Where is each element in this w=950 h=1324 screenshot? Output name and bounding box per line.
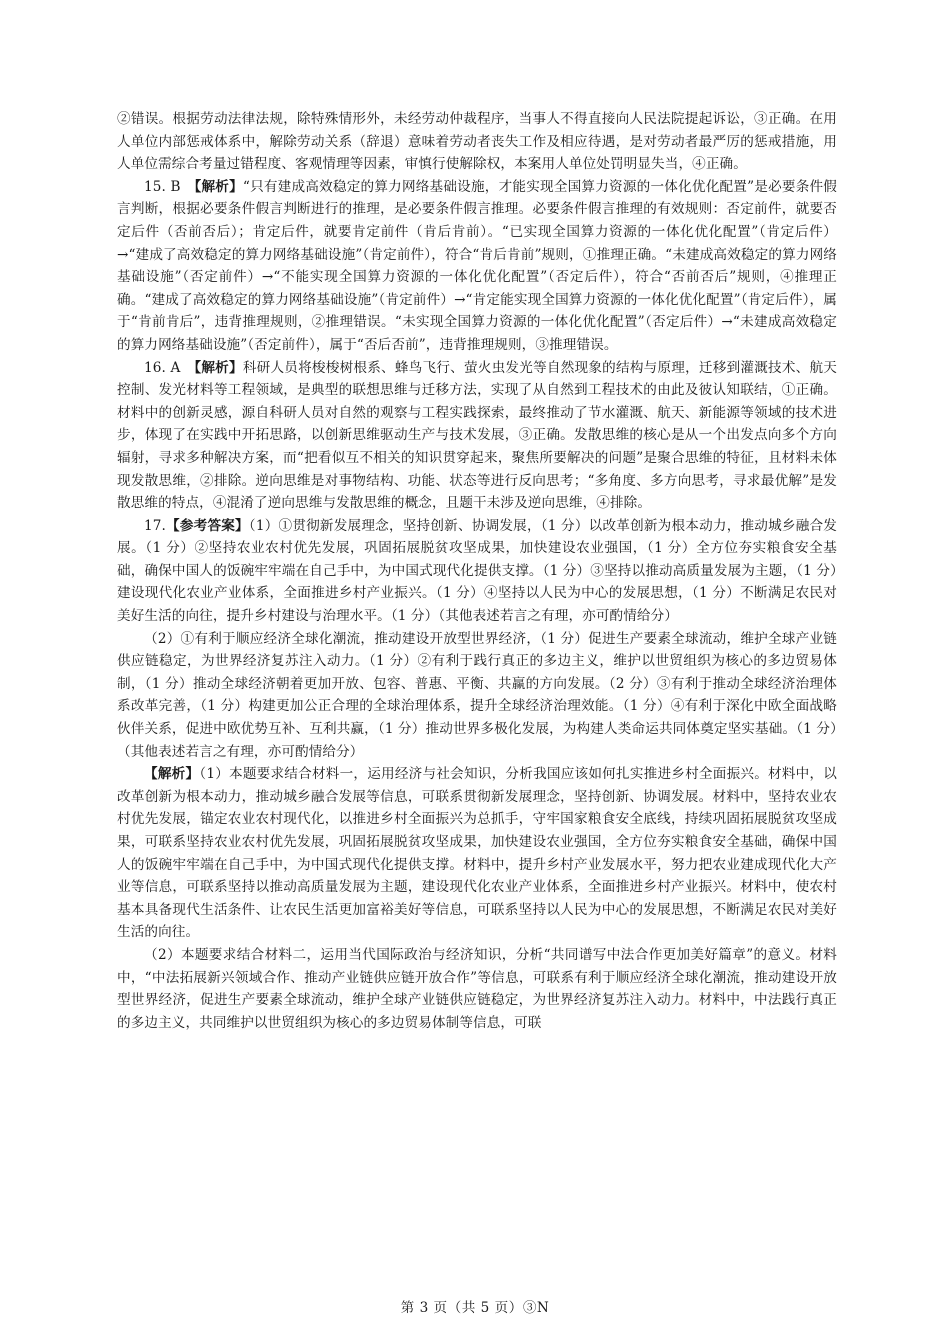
- paragraph-text: （1）本题要求结合材料一，运用经济与社会知识，分析我国应该如何扎实推进乡村全面振兴。材料中，以改革创新为根本动力，推动城乡融合发展等信息，可联系贯彻新发展理念，坚持创新、协调发展。材料中，坚持农业农村优先发展，锚定农业农村现代化，以推进乡村全面振兴为总抓手，守牢国家粮食安全底线，持续巩固拓展脱贫攻坚成果，可联系坚持农业农村优先发展，巩固拓展脱贫攻坚成果，加快建设农业强国，全方位夯实粮食安全基础，确保中国人的饭碗牢牢端在自己手中，为中国式现代化提供支撑。材料中，提升乡村产业发展水平，努力把农业建成现代化大产业等信息，可联系坚持以推动高质量发展为主题，建设现代化农业产业体系，全面推进乡村产业振兴。材料中，使农村基本具备现代生活条件、让农民生活更加富裕美好等信息，可联系坚持以人民为中心的发展思想，不断满足农民对美好生活的向往。: [117, 766, 838, 941]
- analysis-tag: 【解析】: [144, 766, 200, 783]
- paragraph-q17-answer-1: [117, 515, 837, 628]
- paragraph-text: ②错误。根据劳动法律法规，除特殊情形外，未经劳动仲裁程序，当事人不得直接向人民法院提起诉讼，③正确。在用人单位内部惩戒体系中，解除劳动关系（辞退）意味着劳动者丧失工作及相应待遇，是对劳动者最严厉的惩戒措施，用人单位需综合考量过错程度、客观情理等因素，审慎行使解除权，本案用人单位处罚明显失当，④正确。: [117, 111, 837, 173]
- paragraph-text: “只有建成高效稳定的算力网络基础设施，才能实现全国算力资源的一体化优化配置”是必要条件假言判断，根据必要条件假言判断进行的推理，是必要条件假言推理。必要条件假言推理的有效规则：否定前件，就要否定后件（否前否后）；肯定后件，就要肯定前件（肯后肯前）。“已实现全国算力资源的一体化优化配置”（肯定后件）→“建成了高效稳定的算力网络基础设施”（肯定前件），符合“肯后肯前”规则，①推理正确。“未建成高效稳定的算力网络基础设施”（否定前件）→“不能实现全国算力资源的一体化优化配置”（否定后件），符合“否前否后”规则，④推理正确。“建成了高效稳定的算力网络基础设施”（肯定前件）→“肯定能实现全国算力资源的一体化优化配置”（肯定后件），属于“肯前肯后”，违背推理规则，②推理错误。“未实现全国算力资源的一体化优化配置”（否定后件）→“未建成高效稳定的算力网络基础设施”（否定前件），属于“否后否前”，违背推理规则，③推理错误。: [117, 178, 838, 353]
- paragraph-q16: [117, 357, 837, 515]
- paragraph-text: （1）①贯彻新发展理念，坚持创新、协调发展，（1 分）以改革创新为根本动力，推动城乡融合发展。（1 分）②坚持农业农村优先发展，巩固拓展脱贫攻坚成果，加快建设农业强国，（1 分）全方位夯实粮食安全基础，确保中国人的饭碗牢牢端在自己手中，为中国式现代化提供支撑。（1 分）③坚持以推动高质量发展为主题，（1 分）建设现代化农业产业体系，全面推进乡村产业振兴。（1 分）④坚持以人民为中心的发展思想，（1 分）不断满足农民对美好生活的向往，提升乡村建设与治理水平。（1 分）（其他表述若言之有理，亦可酌情给分）: [117, 517, 838, 625]
- paragraph-q17-analysis-2: [117, 944, 837, 1034]
- paragraph-text: （2）①有利于顺应经济全球化潮流，推动建设开放型世界经济，（1 分）促进生产要素全球流动，维护全球产业链供应链稳定，为世界经济复苏注入动力。（1 分）②有利于践行真正的多边主义，维护以世贸组织为核心的多边贸易体制，（1 分）推动全球经济朝着更加开放、包容、普惠、平衡、共赢的方向发展。（2 分）③有利于推动全球经济治理体系改革完善，（1 分）构建更加公正合理的全球治理体系，提升全球经济治理效能。（1 分）④有利于深化中欧全面战略伙伴关系，促进中欧优势互补、互利共赢，（1 分）推动世界多极化发展，为构建人类命运共同体奠定坚实基础。（1 分）（其他表述若言之有理，亦可酌情给分）: [117, 630, 837, 760]
- paragraph-q17-answer-2: [117, 628, 837, 764]
- reference-answer-tag: 【参考答案】: [165, 517, 249, 534]
- paragraph-text: 科研人员将梭梭树根系、蜂鸟飞行、萤火虫发光等自然现象的结构与原理，迁移到灌溉技术、航天控制、发光材料等工程领域，是典型的联想思维与迁移方法，实现了从自然到工程技术的由此及彼认知联结，①正确。材料中的创新灵感，源自科研人员对自然的观察与工程实践探索，最终推动了节水灌溉、航天、新能源等领域的技术进步，体现了在实践中开拓思路，以创新思维驱动生产与技术发展，③正确。发散思维的核心是从一个出发点向多个方向辐射，寻求多种解决方案，而“把看似互不相关的知识贯穿起来，聚焦所要解决的问题”是聚合思维的特征，且材料未体现发散思维，②排除。逆向思维是对事物结构、功能、状态等进行反向思考；“多角度、多方向思考，寻求最优解”是发散思维的特点，④混淆了逆向思维与发散思维的概念，且题干未涉及逆向思维，④排除。: [117, 359, 837, 512]
- question-number: 16. A: [144, 359, 195, 376]
- document-body: [117, 108, 837, 1034]
- paragraph-q17-analysis-1: [117, 763, 837, 944]
- page-footer: 第 3 页（共 5 页）③N: [400, 1300, 550, 1316]
- paragraph-text: （2）本题要求结合材料二，运用当代国际政治与经济知识，分析“共同谱写中法合作更加美好篇章”的意义。材料中，“中法拓展新兴领域合作、推动产业链供应链开放合作”等信息，可联系有利于顺应经济全球化潮流，推动建设开放型世界经济，促进生产要素全球流动，维护全球产业链供应链稳定，为世界经济复苏注入动力。材料中，中法践行真正的多边主义，共同维护以世贸组织为核心的多边贸易体制等信息，可联: [117, 946, 837, 1031]
- analysis-tag: 【解析】: [194, 359, 243, 376]
- question-number: 17.: [144, 517, 166, 534]
- paragraph-14-continued: [117, 108, 837, 176]
- question-number: 15. B: [144, 178, 195, 195]
- paragraph-q15: [117, 176, 837, 357]
- analysis-tag: 【解析】: [194, 178, 243, 195]
